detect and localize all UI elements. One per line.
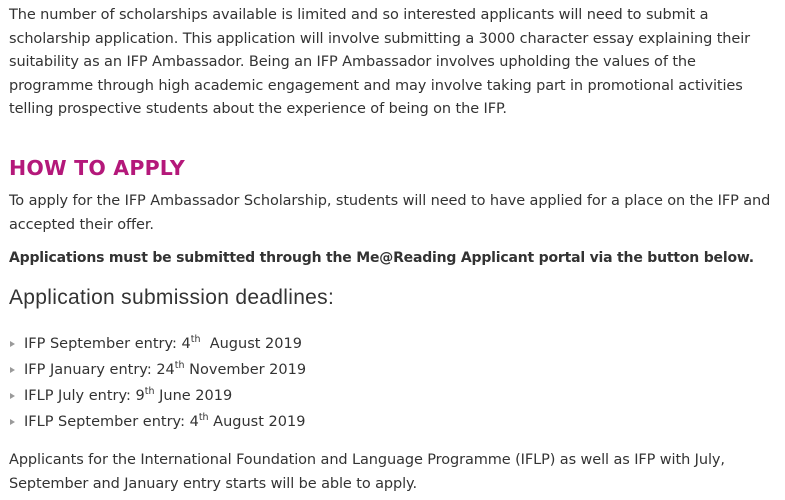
deadlines-heading: Application submission deadlines: <box>9 286 335 309</box>
portal-note: Applications must be submitted through the Me@Reading Applicant portal via the button below. <box>9 250 754 266</box>
deadline-item <box>9 357 306 383</box>
deadline-ordinal: th <box>198 412 209 423</box>
deadline-suffix: June 2019 <box>154 388 233 404</box>
how-to-apply-heading: HOW TO APPLY <box>9 156 185 180</box>
bullet-triangle-icon <box>10 419 15 425</box>
deadline-list <box>9 331 306 435</box>
deadline-prefix: IFLP September entry: 4 <box>24 414 199 430</box>
deadline-prefix: IFP September entry: 4 <box>24 336 191 352</box>
deadline-prefix: IFP January entry: 24 <box>24 362 175 378</box>
deadline-suffix: August 2019 <box>208 414 306 430</box>
deadline-suffix: November 2019 <box>184 362 307 378</box>
bullet-triangle-icon <box>10 367 15 373</box>
deadline-ordinal: th <box>190 334 201 345</box>
deadline-item <box>9 383 306 409</box>
deadline-ordinal: th <box>144 386 155 397</box>
deadline-item <box>9 331 306 357</box>
deadline-item <box>9 409 306 435</box>
how-to-apply-paragraph: To apply for the IFP Ambassador Scholarship, students will need to have applied for a place on the IFP and accepted their offer. <box>9 193 771 233</box>
bullet-triangle-icon <box>10 341 15 347</box>
deadline-ordinal: th <box>174 360 185 371</box>
bullet-triangle-icon <box>10 393 15 399</box>
iflp-note-paragraph: Applicants for the International Foundation and Language Programme (IFLP) as well as IFP with July, September and January entry starts will be able to apply. <box>9 452 725 492</box>
intro-paragraph: The number of scholarships available is limited and so interested applicants will need to submit a scholarship application. This application will involve submitting a 3000 character essay explaining their suitability as an IFP Ambassador. Being an IFP Ambassador involves upholding the values of the programme through high academic engagement and may involve taking part in promotional activities telling prospective students about the experience of being on the IFP. <box>9 7 751 117</box>
deadline-prefix: IFLP July entry: 9 <box>24 388 145 404</box>
deadline-suffix: August 2019 <box>200 336 302 352</box>
